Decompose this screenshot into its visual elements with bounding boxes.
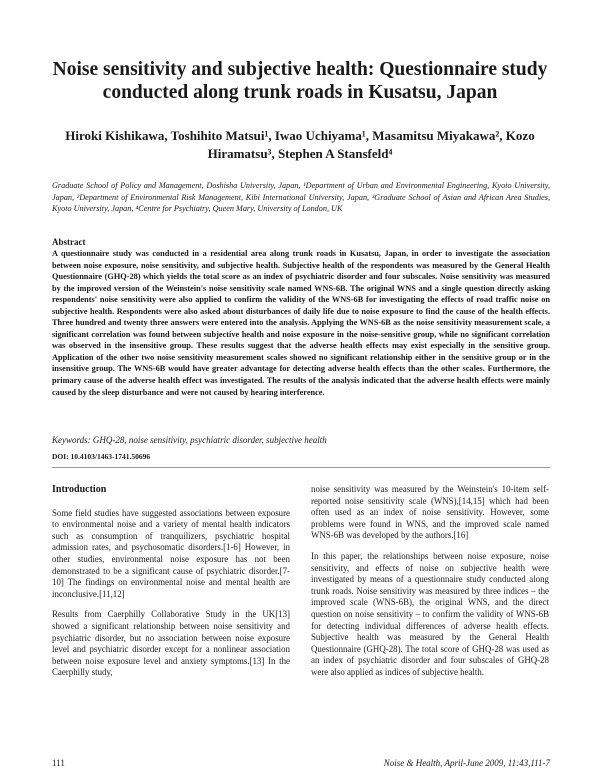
paragraph: In this paper, the relationships between noise exposure, noise sensitivity, and effects of noise on subjective health were investigated by means of a questionnaire study conducted along trunk roads. Noise sensitivity was measured by three indices – the improved scale (WNS-6B), the original WNS, and the direct question on noise sensitivity – to confirm the validity of WNS-6B for detecting individual differences of adverse health effects. Subjective health was measured by the General Health Questionnaire (GHQ-28). The total score of GHQ-28 was used as an index of psychiatric disorder and four subscales of GHQ-28 were also applied as indices of subjective health.: [311, 550, 549, 677]
left-column: [52, 484, 290, 688]
right-column: [311, 484, 549, 688]
page-number: 111: [52, 758, 65, 768]
section-heading-introduction: Introduction: [52, 484, 107, 495]
keywords: Keywords: GHQ-28, noise sensitivity, psychiatric disorder, subjective health: [52, 435, 327, 445]
author-list: Hiroki Kishikawa, Toshihito Matsui¹, Iwao Uchiyama¹, Masamitsu Miyakawa², Kozo Hiramatsu³, Stephen A Stansfeld⁴: [65, 128, 535, 161]
paragraph: Results from Caerphilly Collaborative Study in the UK[13] showed a significant relationship between noise sensitivity and psychiatric disorder, but no association between noise exposure level and psychiatric disorder except for a nonlinear association between noise exposure level and anxiety symptoms.[13] In the Caerphilly study,: [52, 609, 290, 678]
paper-title: Noise sensitivity and subjective health: Questionnaire study conducted along trunk roads in Kusatsu, Japan: [52, 59, 548, 103]
paragraph: Some field studies have suggested associations between exposure to environmental noise and a variety of mental health indicators such as consumption of tranquilizers, psychiatric hospital admission rates, and psychosomatic disorders.[1-6] However, in other studies, environmental noise exposure has not been demonstrated to be a significant cause of psychiatric disorder.[7-10] The findings on environmental noise and mental health are inconclusive.[11,12]: [52, 507, 290, 599]
affiliations: Graduate School of Policy and Management, Doshisha University, Japan, ¹Department of Urban and Environmental Engineering, Kyoto University, Japan, ²Department of Environmental Risk Management, Kibi International University, Japan, ³Graduate School of Asian and African Area Studies, Kyoto University, Japan, ⁴Centre for Psychiatry, Queen Mary, University of London, UK: [52, 181, 550, 213]
divider: [52, 467, 550, 468]
journal-citation: Noise & Health, April-June 2009, 11:43,111-7: [383, 758, 550, 768]
abstract-heading: Abstract: [52, 237, 86, 247]
abstract-text: A questionnaire study was conducted in a residential area along trunk roads in Kusatsu, Japan, in order to investigate the association between noise exposure, noise sensitivity, and subjective health. Subjective health of the respondents was measured by the General Health Questionnaire (GHQ-28) which yields the total score as an index of psychiatric disorder and four subscales. Noise sensitivity was measured by the improved version of the Weinstein's noise sensitivity scale named WNS-6B. The original WNS and a single question directly asking respondents' noise sensitivity were also applied to confirm the validity of the WNS-6B for investigating the effects of road traffic noise on subjective health. Respondents were also asked about disturbances of daily life due to noise exposure to find the cause of the health effects. Three hundred and twenty three answers were entered into the analysis. Applying the WNS-6B as the noise sensitivity measurement scale, a significant correlation was found between subjective health and noise exposure in the noise-sensitive group, while no significant correlation was observed in the insensitive group. These results suggest that the adverse health effects may exist especially in the sensitive group. Application of the other two noise sensitivity measurement scales showed no significant relationship either in the sensitive group or in the insensitive group. The WNS-6B would have greater advantage for detecting adverse health effects than the other scales. Furthermore, the primary cause of the adverse health effect was investigated. The results of the analysis indicated that the adverse health effects were mainly caused by the sleep disturbance and were not caused by hearing interference.: [52, 249, 550, 397]
paragraph: noise sensitivity was measured by the Weinstein's 10-item self-reported noise sensitivity scale (WNS),[14,15] which had been often used as an index of noise sensitivity. However, some problems were found in WNS, and the improved scale named WNS-6B was developed by the authors.[16]: [311, 484, 549, 541]
doi: DOI: 10.4103/1463-1741.50696: [52, 452, 151, 461]
